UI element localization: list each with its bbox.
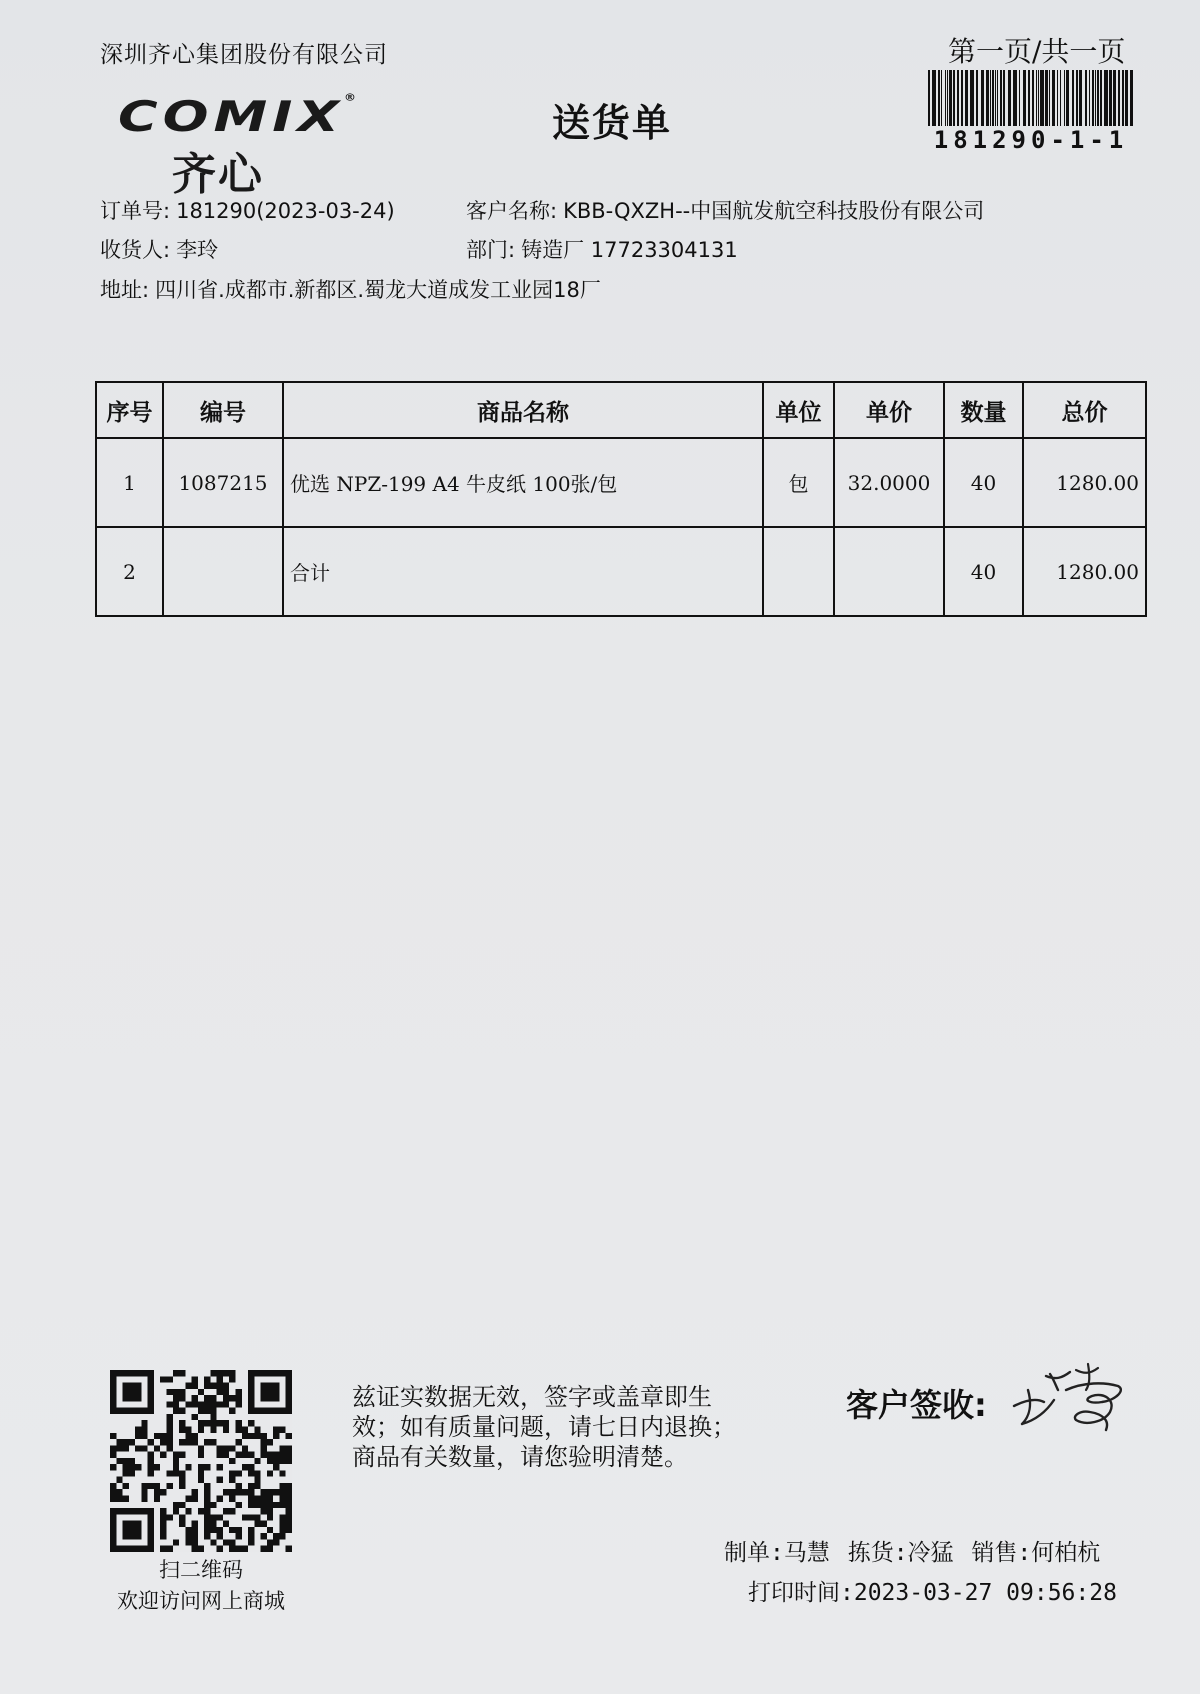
department-value: 铸造厂 17723304131: [521, 238, 738, 262]
header-unit-price: 单价: [834, 382, 944, 438]
header-code: 编号: [163, 382, 283, 438]
cell-code: 1087215: [163, 438, 283, 527]
logo-english: COMIX®: [118, 92, 361, 142]
header-total: 总价: [1023, 382, 1146, 438]
print-time: 打印时间:2023-03-27 09:56:28: [748, 1580, 1117, 1606]
cell-unit-price: 32.0000: [834, 438, 944, 527]
page-info: 第一页/共一页: [948, 35, 1126, 68]
header-product-name: 商品名称: [283, 382, 763, 438]
order-number-label: 订单号:: [100, 199, 171, 223]
qr-caption-line: 欢迎访问网上商城: [117, 1589, 285, 1613]
document-title: 送货单: [552, 101, 673, 145]
header-quantity: 数量: [944, 382, 1023, 438]
table-row: [96, 527, 1146, 616]
table-row: [96, 438, 1146, 527]
header-seq: 序号: [96, 382, 163, 438]
customer-name-value: KBB-QXZH--中国航发航空科技股份有限公司: [563, 199, 985, 223]
staff-info: 制单:马慧 拣货:冷猛 销售:何柏杭: [724, 1540, 1101, 1566]
handwritten-signature: [1006, 1360, 1136, 1440]
cell-product-name: 优选 NPZ-199 A4 牛皮纸 100张/包: [283, 438, 763, 527]
notice-text: [352, 1382, 752, 1472]
cell-quantity: 40: [944, 438, 1023, 527]
qr-caption-line: 扫二维码: [159, 1558, 243, 1582]
cell-unit-price: [834, 527, 944, 616]
cell-seq: 1: [96, 438, 163, 527]
customer-signature-label: 客户签收:: [846, 1386, 987, 1424]
barcode-number: 181290-1-1: [933, 126, 1129, 154]
department-label: 部门:: [466, 238, 516, 262]
company-name: 深圳齐心集团股份有限公司: [100, 42, 388, 68]
header-unit: 单位: [763, 382, 834, 438]
logo-chinese: 齐心: [172, 149, 264, 200]
address-value: 四川省.成都市.新都区.蜀龙大道成发工业园18厂: [155, 278, 601, 302]
barcode: [926, 70, 1136, 126]
qr-code: [110, 1370, 292, 1552]
receiver-label: 收货人:: [100, 238, 171, 262]
cell-quantity: 40: [944, 527, 1023, 616]
receiver-value: 李玲: [176, 238, 219, 262]
order-number: [100, 195, 395, 225]
cell-total: 1280.00: [1023, 527, 1146, 616]
cell-code: [163, 527, 283, 616]
items-table: [95, 381, 1147, 617]
address: [100, 274, 601, 304]
qr-caption: [90, 1555, 312, 1617]
cell-unit: 包: [763, 438, 834, 527]
notice-line: 效；如有质量问题，请七日内退换；: [352, 1413, 736, 1441]
notice-line: 兹证实数据无效，签字或盖章即生: [352, 1383, 712, 1411]
address-label: 地址:: [100, 278, 150, 302]
order-number-value: 181290(2023-03-24): [176, 199, 395, 223]
department: [466, 234, 738, 264]
cell-unit: [763, 527, 834, 616]
table-header-row: [96, 382, 1146, 438]
receiver: [100, 234, 218, 264]
customer-name: [466, 195, 984, 225]
cell-total: 1280.00: [1023, 438, 1146, 527]
cell-product-name: 合计: [283, 527, 763, 616]
customer-name-label: 客户名称:: [466, 199, 558, 223]
cell-seq: 2: [96, 527, 163, 616]
notice-line: 商品有关数量，请您验明清楚。: [352, 1443, 688, 1471]
